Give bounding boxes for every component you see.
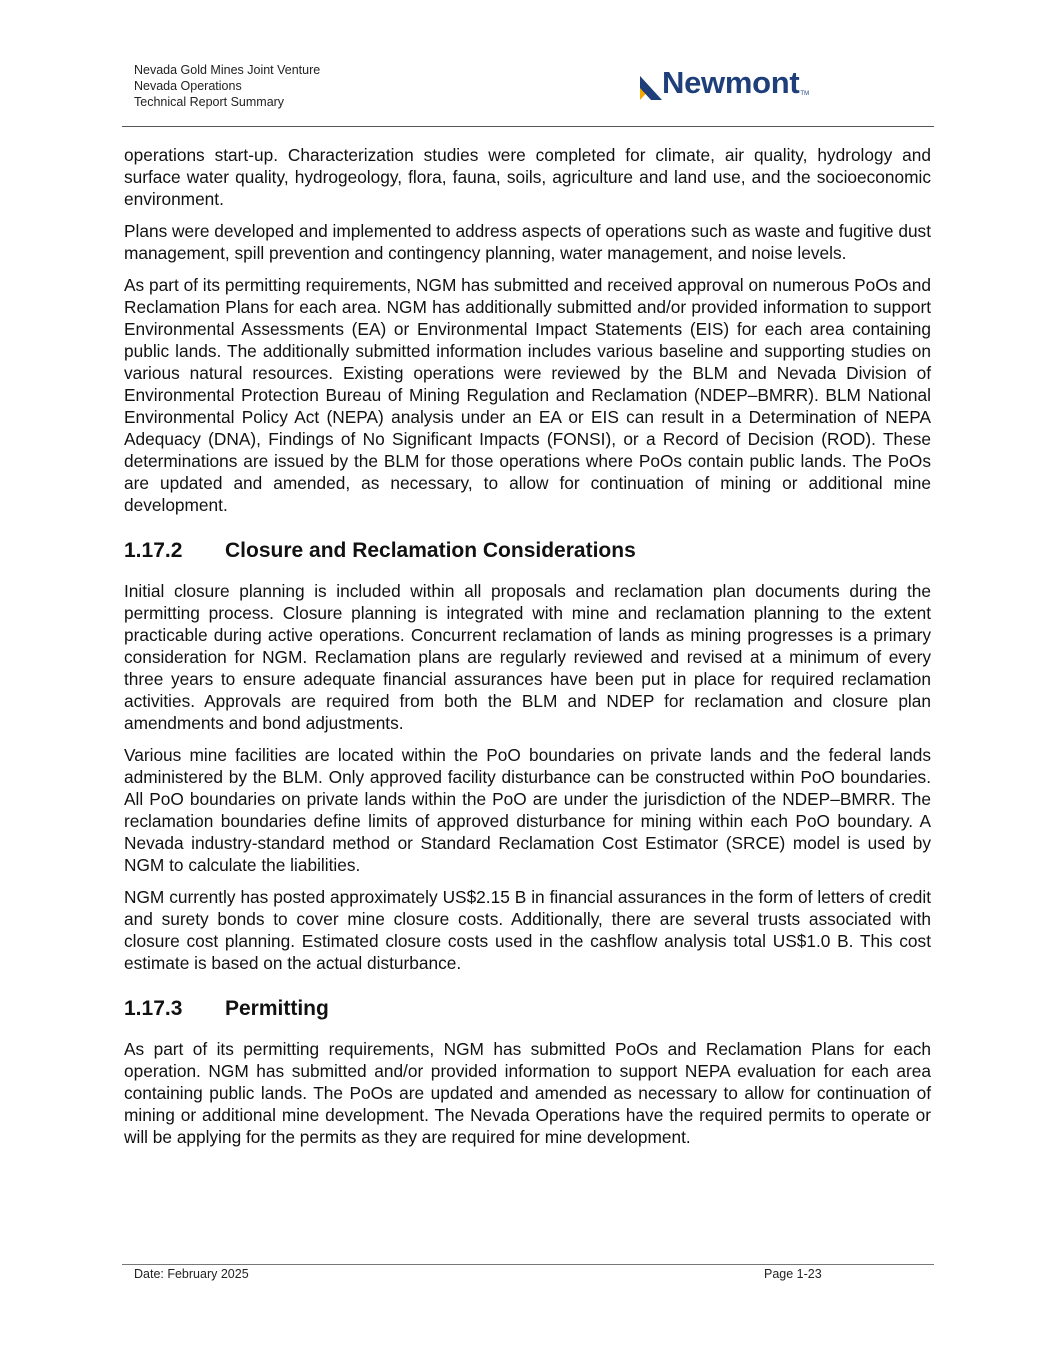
trademark-mark: TM (800, 91, 810, 97)
header-divider (122, 126, 934, 127)
footer-date: Date: February 2025 (134, 1267, 249, 1281)
section-number: 1.17.3 (124, 997, 183, 1020)
section-title: Permitting (225, 997, 329, 1020)
paragraph: Various mine facilities are located within the PoO boundaries on private lands and the federal lands administered by the BLM. Only approved facility disturbance can be constructed within PoO boundaries. All PoO boundaries on private lands within the PoO are under the jurisdiction of the NDEP–BMRR. The reclamation boundaries define limits of approved disturbance for mining within each PoO boundary. A Nevada industry-standard method or Standard Reclamation Cost Estimator (SRCE) model is used by NGM to calculate the liabilities. (124, 745, 931, 875)
report-header (134, 62, 320, 110)
paragraph: operations start-up. Characterization studies were completed for climate, air quality, hydrology and surface water quality, hydrogeology, flora, fauna, soils, agriculture and land use, and the socioeconomic environment. (124, 145, 931, 209)
paragraph: Plans were developed and implemented to address aspects of operations such as waste and fugitive dust management, spill prevention and contingency planning, water management, and noise levels. (124, 221, 931, 263)
section-heading-closure (124, 538, 931, 564)
footer-divider (122, 1264, 934, 1265)
header-line-operations: Nevada Operations (134, 79, 242, 93)
header-line-report: Technical Report Summary (134, 95, 285, 109)
section-number: 1.17.2 (124, 539, 183, 562)
paragraph: As part of its permitting requirements, NGM has submitted and received approval on numerous PoOs and Reclamation Plans for each area. NGM has additionally submitted and/or provided information to support Environmental Assessments (EA) or Environmental Impact Statements (EIS) for each area containing public lands. The additionally submitted information includes various baseline and supporting studies on various natural resources. Existing operations were reviewed by the BLM and Nevada Division of Environmental Protection Bureau of Mining Regulation and Reclamation (NDEP–BMRR). BLM National Environmental Policy Act (NEPA) analysis under an EA or EIS can result in a Determination of NEPA Adequacy (DNA), Findings of No Significant Impacts (FONSI), or a Record of Decision (ROD). These determinations are issued by the BLM for those operations where PoOs contain public lands. The PoOs are updated and amended, as necessary, to allow for continuation of mining or additional mine development. (124, 275, 931, 515)
paragraph: Initial closure planning is included within all proposals and reclamation plan documents during the permitting process. Closure planning is integrated with mine and reclamation planning to the extent practicable during active operations. Concurrent reclamation of lands as mining progresses is a primary consideration for NGM. Reclamation plans are regularly reviewed and revised at a minimum of every three years to ensure adequate financial assurances have been put in place for required reclamation activities. Approvals are required from both the BLM and NDEP for reclamation and closure plan amendments and bond adjustments. (124, 581, 931, 733)
document-body (124, 144, 931, 1158)
section-heading-permitting (124, 996, 931, 1022)
section-title: Closure and Reclamation Considerations (225, 539, 636, 562)
header-line-company: Nevada Gold Mines Joint Venture (134, 63, 321, 77)
newmont-logo (640, 66, 809, 100)
newmont-logo-mark-icon (640, 74, 662, 100)
paragraph: NGM currently has posted approximately US$2.15 B in financial assurances in the form of letters of credit and surety bonds to cover mine closure costs. Additionally, there are several trusts associated with closure cost planning. Estimated closure costs used in the cashflow analysis total US$1.0 B. This cost estimate is based on the actual disturbance. (124, 887, 931, 973)
newmont-logo-text: Newmont (662, 65, 800, 100)
paragraph: As part of its permitting requirements, NGM has submitted PoOs and Reclamation Plans for each operation. NGM has submitted and/or provided information to support NEPA evaluation for each area containing public lands. The PoOs are updated and amended as necessary to allow for continuation of mining or additional mine development. The Nevada Operations have the required permits to operate or will be applying for the permits as they are required for mine development. (124, 1039, 931, 1147)
page-number: Page 1-23 (764, 1267, 822, 1281)
